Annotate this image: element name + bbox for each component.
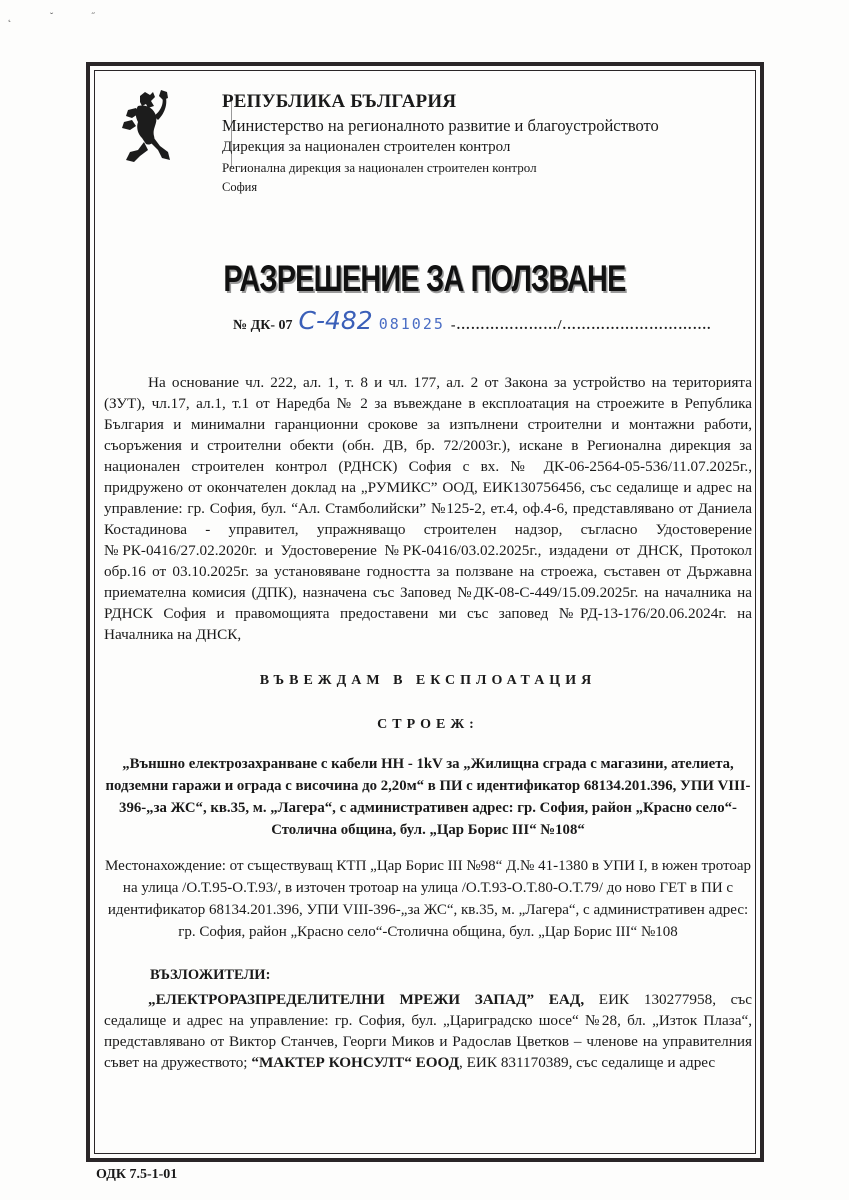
assignor-1-name: „ЕЛЕКТРОРАЗПРЕДЕЛИТЕЛНИ МРЕЖИ ЗАПАД” ЕАД, xyxy=(148,991,585,1008)
document-title: РАЗРЕШЕНИЕ ЗА ПОЛЗВАНЕ xyxy=(223,258,626,299)
object-heading: СТРОЕЖ: xyxy=(377,717,479,732)
document-number xyxy=(233,306,711,335)
bulgarian-lion-emblem-icon xyxy=(118,88,178,170)
object-description: „Външно електрозахранване с кабели НН - 1kV за „Жилищна сграда с магазини, ателиета, подземни гаражи и ограда с височина до 2,20м“ в ПИ с идентификатор 68134.201.396, УПИ VIII-396-„за ЖС“, кв.35, м. „Лагера“, с административен адрес: гр. София, район „Красно село“-Столична община, бул. „Цар Борис III“ №108“ xyxy=(105,756,751,838)
assignor-1-details: ЕИК 130277958, със седалище и адрес на управление: гр. София, бул. „Цариградско шосе“ №28, бл. „Изток Плаза“, представлявано от Виктор Станчев, Георги Миков и Радослав Цветков – членове на управителния съвет на дружеството; xyxy=(104,991,752,1071)
document-number-dots: -…………………/…………………………. xyxy=(450,318,711,333)
assignor-2-name: “МАКТЕР КОНСУЛТ“ ЕООД xyxy=(251,1054,460,1071)
assignors-paragraph xyxy=(104,989,752,1073)
handwritten-number: С-482 xyxy=(298,306,373,335)
assignors-heading: ВЪЗЛОЖИТЕЛИ: xyxy=(150,967,271,983)
stamped-date: 081025 xyxy=(378,315,445,333)
directorate-name: Дирекция за национален строителен контрол xyxy=(222,139,511,155)
ministry-name: Министерство на регионалното развитие и благоустройството xyxy=(222,116,659,135)
scan-artifacts: ˛ ˇ ˝ xyxy=(8,12,113,23)
object-location: Местонахождение: от съществуващ КТП „Цар Борис III №98“ Д.№ 41-1380 в УПИ I, в южен тротоар на улица /О.Т.95-О.Т.93/, в източен тротоар на улица /О.Т.93-О.Т.80-О.Т.79/ до ново ГЕТ в ПИ с идентификатор 68134.201.396, УПИ VIII-396-„за ЖС“, кв.35, м. „Лагера“, с административен адрес: гр. София, район „Красно село“-Столична община, бул. „Цар Борис III“ №108 xyxy=(104,858,752,940)
country-name: РЕПУБЛИКА БЪЛГАРИЯ xyxy=(222,91,457,112)
basis-paragraph: На основание чл. 222, ал. 1, т. 8 и чл. 177, ал. 2 от Закона за устройство на територията (ЗУТ), чл.17, ал.1, т.1 от Наредба № 2 за въвеждане в експлоатация на строежите в Република България и минимални гаранционни срокове за изпълнени строителни и монтажни работи, съоръжения и строителни обекти (обн. ДВ, бр. 72/2003г.), искане в Регионална дирекция за национален строителен контрол (РДНСК) София с вх. № ДК-06-2564-05-536/11.07.2025г., придружено от окончателен доклад на „РУМИКС” ООД, ЕИК130756456, със седалище и адрес на управление: гр. София, бул. “Ал. Стамболийски” №125-2, ет.4, оф.4-6, представлявано от Даниела Костадинова - управител, упражняващо строителен надзор, съгласно Удостоверение №РК-0416/27.02.2020г. и Удостоверение №РК-0416/03.02.2025г., издадени от ДНСК, Протокол обр.16 от 03.10.2025г. за установяване годността за ползване на строежа, съставен от Държавна приемателна комисия (ДПК), назначена със Заповед №ДК-08-С-449/15.09.2025г. на началника на РДНСК София и правомощията предоставени ми със заповед №РД-13-176/20.06.2024г. на Началника на ДНСК, xyxy=(104,374,752,643)
decision-heading: ВЪВЕЖДАМ В ЕКСПЛОАТАЦИЯ xyxy=(259,673,597,688)
city-name: София xyxy=(222,180,258,194)
form-code: ОДК 7.5-1-01 xyxy=(96,1167,178,1182)
assignor-2-details: , ЕИК 831170389, със седалище и адрес xyxy=(459,1054,716,1071)
document-body xyxy=(104,372,752,1073)
regional-directorate-name: Регионална дирекция за национален строителен контрол xyxy=(222,160,537,175)
letterhead xyxy=(114,88,734,208)
document-number-prefix: № ДК- 07 xyxy=(233,318,293,333)
